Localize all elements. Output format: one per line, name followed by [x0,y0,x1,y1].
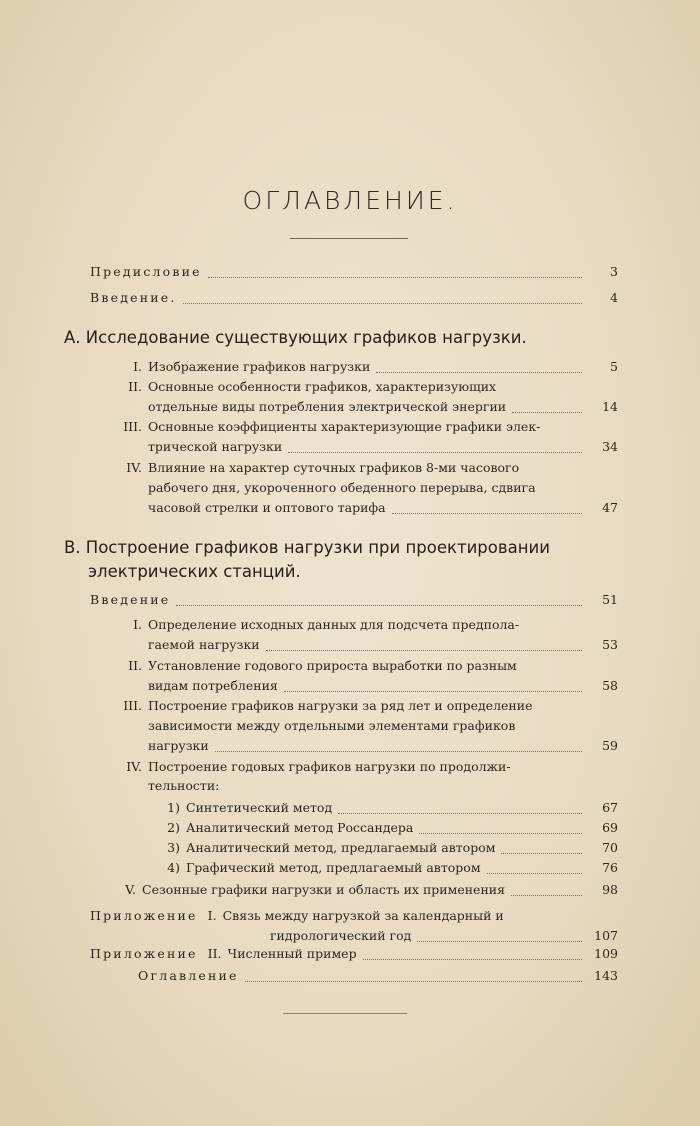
leader-dots [208,277,582,278]
leader-dots [338,813,582,814]
toc-entry-page: 14 [602,399,618,414]
leader-dots [183,303,582,304]
toc-entry-text: Построение графиков нагрузки за ряд лет и определение [148,698,533,713]
toc-entry-number: IV. [126,460,142,475]
footer-divider [283,1013,407,1014]
toc-entry-text: Изображение графиков нагрузки [148,359,371,374]
toc-entry-number: III. [123,419,142,434]
toc-entry-number: V. [125,882,136,897]
leader-dots [284,691,582,692]
leader-dots [501,853,582,854]
toc-entry-text: гидрологический год [270,928,412,943]
toc-entry-text: часовой стрелки и оптового тарифа [148,500,386,515]
toc-entry-number: I. [207,908,217,923]
section-b-heading[interactable]: В. Построение графиков нагрузки при проектировании [64,538,550,557]
toc-entry-text: видам потребления [148,678,278,693]
toc-entry-text: Основные особенности графиков, характеризующих [148,379,497,394]
toc-entry-appendix-1-cont[interactable] [270,926,618,946]
toc-entry-page: 70 [602,840,618,855]
toc-entry-method-4[interactable] [150,858,618,878]
toc-entry-text: Сезонные графики нагрузки и область их применения [142,882,506,897]
toc-entry-label: Приложение [90,946,198,961]
toc-entry-b-intro[interactable] [90,590,618,610]
toc-entry-a2-cont[interactable] [148,397,618,417]
toc-entry-text: Аналитический метод, предлагаемый автором [186,840,496,855]
toc-entry-text: Предисловие [90,264,202,279]
toc-entry-text: Графический метод, предлагаемый автором [186,860,481,875]
section-b-heading-cont: электрических станций. [88,562,301,581]
toc-entry-b4-line2: тельности: [148,778,220,793]
title-divider [290,238,408,239]
toc-entry-method-3[interactable] [150,838,618,858]
toc-entry-text: нагрузки [148,738,209,753]
toc-entry-a1[interactable] [112,357,618,377]
toc-entry-page: 51 [602,592,618,607]
toc-entry-page: 47 [602,500,618,515]
toc-entry-appendix-1[interactable] [90,906,572,926]
toc-entry-page: 53 [602,637,618,652]
leader-dots [176,605,582,606]
leader-dots [419,833,582,834]
toc-entry-text: отдельные виды потребления электрической энергии [148,399,507,414]
toc-entry-number: 2) [167,820,180,835]
leader-dots [511,895,582,896]
toc-entry-page: 143 [594,968,618,983]
toc-entry-preface[interactable] [90,262,618,282]
leader-dots [245,981,582,982]
toc-entry-b4[interactable] [106,757,572,777]
toc-entry-a4-cont[interactable] [148,498,618,518]
toc-entry-page: 67 [602,800,618,815]
toc-entry-b2-cont[interactable] [148,676,618,696]
toc-entry-b1-cont[interactable] [148,635,618,655]
toc-entry-introduction[interactable] [90,288,618,308]
toc-entry-page: 3 [610,264,618,279]
toc-entry-b3-cont[interactable] [148,736,618,756]
toc-entry-number: II. [207,946,222,961]
toc-entry-number: IV. [126,759,142,774]
toc-entry-number: 3) [167,840,180,855]
toc-entry-text: Установление годового прироста выработки по разным [148,658,517,673]
leader-dots [266,650,582,651]
leader-dots [487,873,582,874]
leader-dots [417,941,582,942]
toc-entry-method-1[interactable] [150,798,618,818]
toc-entry-page: 109 [594,946,618,961]
toc-entry-page: 76 [602,860,618,875]
toc-entry-b3-line2[interactable]: зависимости между отдельными элементами графиков [148,718,516,733]
page-title: ОГЛАВЛЕНИЕ. [242,186,458,215]
toc-entry-text: гаемой нагрузки [148,637,260,652]
toc-entry-page: 58 [602,678,618,693]
toc-entry-page: 5 [610,359,618,374]
toc-entry-number: 1) [167,800,180,815]
toc-entry-number: II. [128,379,142,394]
toc-entry-method-2[interactable] [150,818,618,838]
toc-entry-text: Оглавление [138,968,239,983]
toc-entry-a3[interactable] [112,417,572,437]
toc-entry-contents[interactable] [138,966,618,986]
toc-entry-text: Аналитический метод Россандера [186,820,414,835]
leader-dots [288,452,582,453]
toc-entry-b1[interactable] [112,615,572,635]
toc-entry-text: Влияние на характер суточных графиков 8-ми часового [148,460,520,475]
toc-entry-a3-cont[interactable] [148,437,618,457]
leader-dots [512,412,582,413]
toc-entry-page: 59 [602,738,618,753]
toc-entry-page: 4 [610,290,618,305]
toc-entry-text: Определение исходных данных для подсчета предпола- [148,617,520,632]
toc-entry-text: Синтетический метод [186,800,333,815]
toc-entry-number: III. [123,698,142,713]
toc-entry-number: I. [133,617,142,632]
toc-entry-text: Связь между нагрузкой за календарный и [222,908,504,923]
toc-entry-text: Введение [90,592,171,607]
leader-dots [363,959,582,960]
toc-entry-label: Приложение [90,908,198,923]
leader-dots [215,751,582,752]
toc-entry-b2[interactable] [112,656,572,676]
toc-entry-text: Построение годовых графиков нагрузки по продолжи- [148,759,511,774]
toc-entry-text: трической нагрузки [148,439,283,454]
toc-entry-page: 98 [602,882,618,897]
toc-entry-number: 4) [167,860,180,875]
leader-dots [376,372,582,373]
toc-entry-number: II. [128,658,142,673]
toc-entry-page: 107 [594,928,618,943]
toc-entry-b5[interactable] [106,880,618,900]
toc-entry-text: Введение. [90,290,177,305]
toc-entry-page: 34 [602,439,618,454]
toc-entry-page: 69 [602,820,618,835]
section-a-heading[interactable]: А. Исследование существующих графиков нагрузки. [64,328,527,347]
toc-entry-a2[interactable] [112,377,572,397]
toc-entry-appendix-2[interactable] [90,944,618,964]
leader-dots [392,513,582,514]
toc-entry-text: Численный пример [227,946,357,961]
toc-entry-b3[interactable] [106,696,572,716]
toc-entry-text: Основные коэффициенты характеризующие графики элек- [148,419,541,434]
toc-entry-number: I. [133,359,142,374]
toc-entry-a4-line2[interactable]: рабочего дня, укороченного обеденного перерыва, сдвига [148,480,536,495]
toc-entry-a4[interactable] [112,458,572,478]
